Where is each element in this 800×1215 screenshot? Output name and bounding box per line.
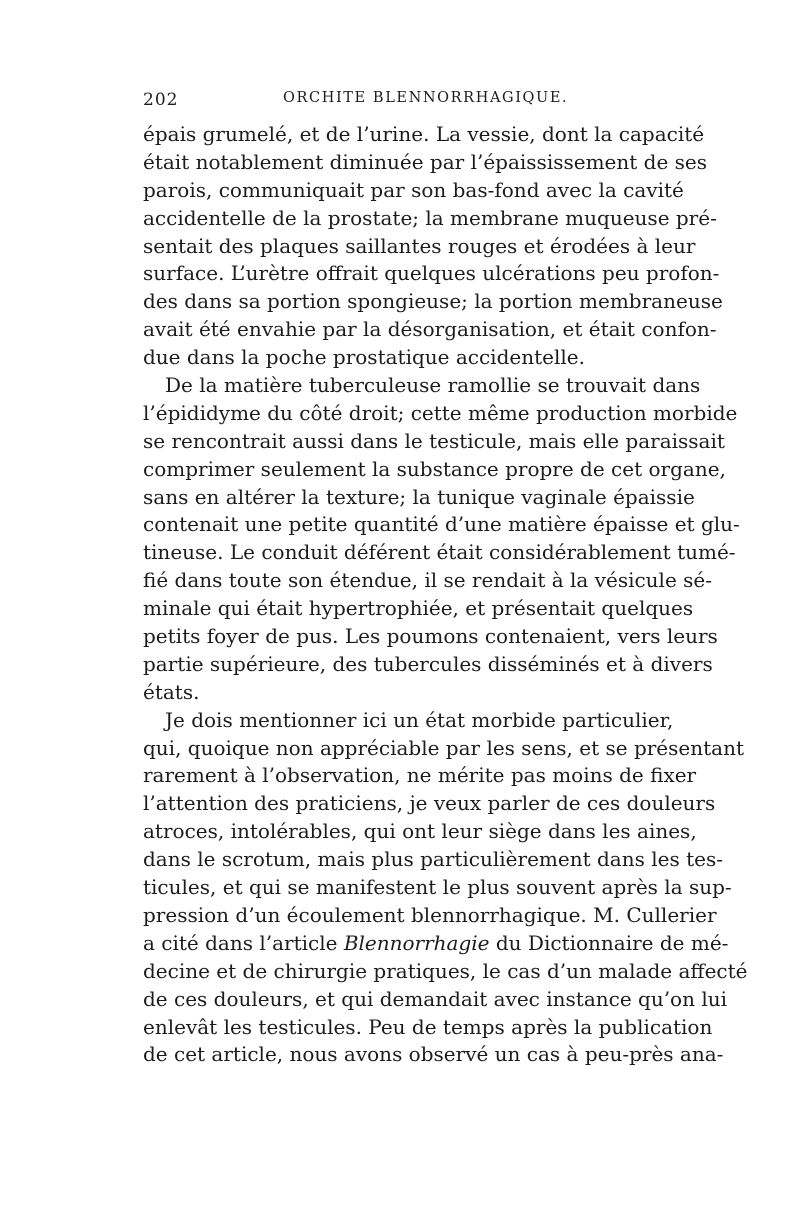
text-line: parois, communiquait par son bas-fond avec la cavité [143,177,684,202]
text-line: épais grumelé, et de l’urine. La vessie, dont la capacité [143,122,705,146]
text-line: partie supérieure, des tubercules disséminés et à divers [143,651,713,676]
text-line: accidentelle de la prostate; la membrane muqueuse pré- [143,205,717,230]
text-line: dans le scrotum, mais plus particulièrement dans les tes- [143,847,723,872]
text-line-with-citation [143,930,729,958]
text-line: qui, quoique non appréciable par les sens, et se présentant [143,735,744,760]
running-title: ORCHITE BLENNORRHAGIQUE. [283,90,569,106]
text-line: enlevât les testicules. Peu de temps après la publication [143,1014,713,1039]
text-segment: a cité dans l’article [143,930,344,955]
text-line: ticules, et qui se manifestent le plus souvent après la sup- [143,875,732,900]
text-line: minale qui était hypertrophiée, et présentait quelques [143,596,694,621]
text-line: avait été envahie par la désorganisation, et était confon- [143,317,717,342]
text-line: fié dans toute son étendue, il se rendait à la vésicule sé- [143,568,713,593]
text-segment: du Dictionnaire de mé- [489,930,729,955]
text-line: tineuse. Le conduit déférent était considérablement tumé- [143,540,736,565]
text-line: sentait des plaques saillantes rouges et érodées à leur [143,233,696,258]
text-line: pression d’un écoulement blennorrhagique. M. Cullerier [143,902,717,927]
text-line: l’épididyme du côté droit; cette même production morbide [143,400,738,425]
text-line: états. [143,679,200,704]
text-line: due dans la poche prostatique accidentelle. [143,345,585,370]
text-line: surface. L’urètre offrait quelques ulcérations peu profon- [143,261,720,286]
text-line: contenait une petite quantité d’une matière épaisse et glu- [143,512,740,537]
text-line: comprimer seulement la substance propre de cet organe, [143,456,726,481]
italic-article-title: Blennorrhagie [343,930,490,955]
text-line: l’attention des praticiens, je veux parler de ces douleurs [143,791,716,816]
text-line: sans en altérer la texture; la tunique vaginale épaissie [143,484,695,509]
page-number: 202 [143,90,179,110]
text-line: atroces, intolérables, qui ont leur siège dans les aines, [143,819,697,844]
running-head [143,90,673,114]
text-line: decine et de chirurgie pratiques, le cas d’un malade affecté [143,958,748,983]
text-line: était notablement diminuée par l’épaississement de ses [143,149,708,174]
body-text [143,121,748,1069]
text-line: petits foyer de pus. Les poumons contenaient, vers leurs [143,624,718,649]
paragraph-start-line: Je dois mentionner ici un état morbide particulier, [165,707,674,732]
text-line: de cet article, nous avons observé un cas à peu-près ana- [143,1042,724,1067]
text-line: se rencontrait aussi dans le testicule, mais elle paraissait [143,428,725,453]
text-line: de ces douleurs, et qui demandait avec instance qu’on lui [143,986,728,1011]
text-line: rarement à l’observation, ne mérite pas moins de fixer [143,763,697,788]
text-line: des dans sa portion spongieuse; la portion membraneuse [143,289,723,314]
paragraph-start-line: De la matière tuberculeuse ramollie se trouvait dans [165,373,701,398]
